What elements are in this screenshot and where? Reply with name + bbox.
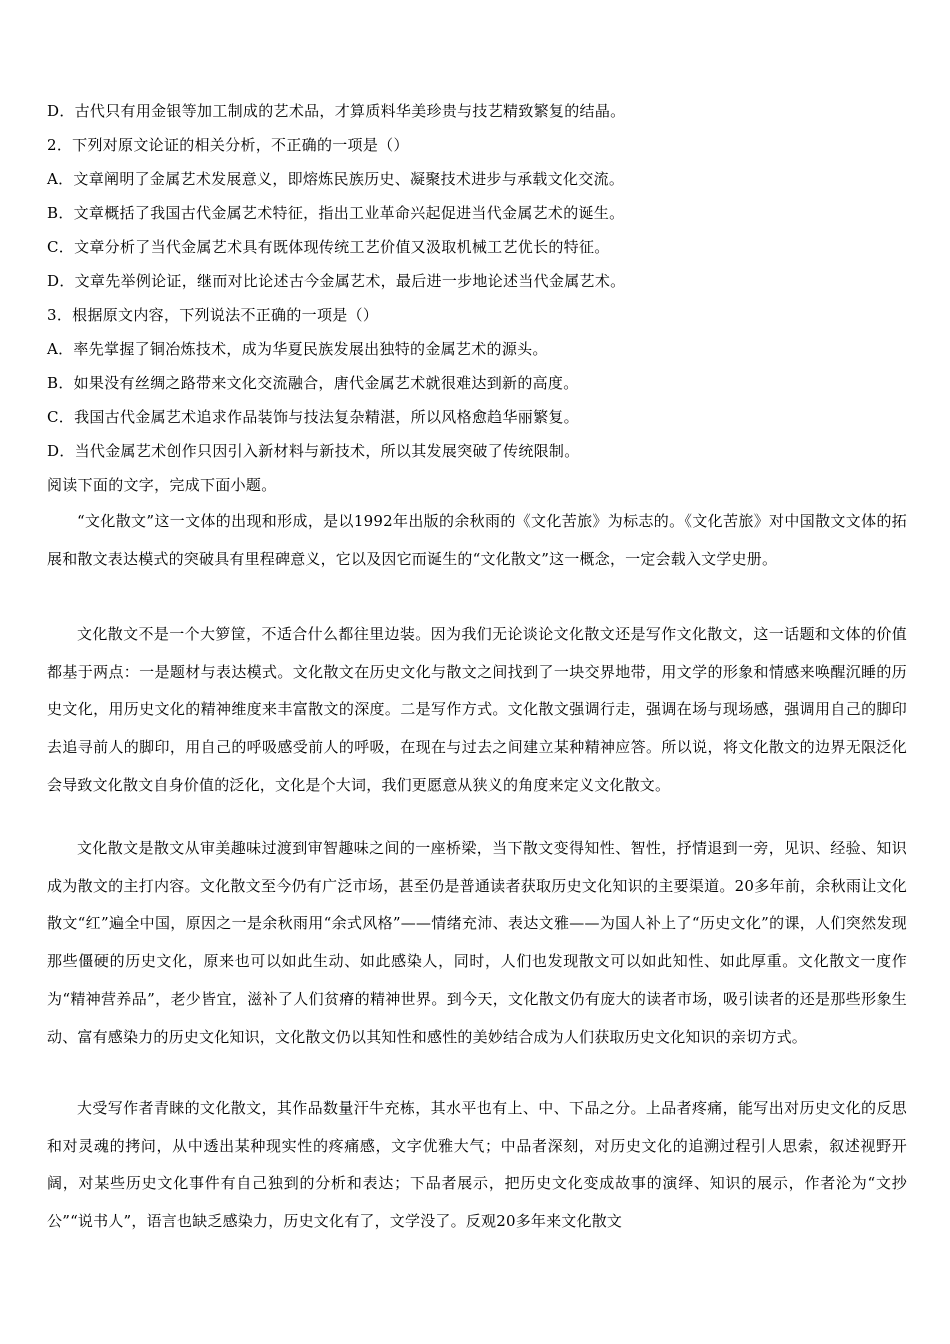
passage-paragraph-1: “文化散文”这一文体的出现和形成，是以1992年出版的余秋雨的《文化苦旅》为标志的。《文化苦旅》对中国散文文体的拓展和散文表达模式的突破具有里程碑意义，它以及因它而诞生的“文化散文”这一概念，一定会载入文学史册。 xyxy=(47,512,907,568)
q2-option-a: A．文章阐明了金属艺术发展意义，即熔炼民族历史、凝聚技术进步与承载文化交流。 xyxy=(47,170,625,188)
reading-instruction: 阅读下面的文字，完成下面小题。 xyxy=(47,476,277,494)
q3-option-b: B．如果没有丝绸之路带来文化交流融合，唐代金属艺术就很难达到新的高度。 xyxy=(47,374,579,392)
passage-paragraph-3: 文化散文是散文从审美趣味过渡到审智趣味之间的一座桥梁，当下散文变得知性、智性，抒情退到一旁，见识、经验、知识成为散文的主打内容。文化散文至今仍有广泛市场，甚至仍是普通读者获取历史文化知识的主要渠道。20多年前，余秋雨让文化散文“红”遍全中国，原因之一是余秋雨用“余式风格”——情绪充沛、表达文雅——为国人补上了“历史文化”的课，人们突然发现那些僵硬的历史文化，原来也可以如此生动、如此感染人，同时，人们也发现散文可以如此知性、如此厚重。文化散文一度作为“精神营养品”，老少皆宜，滋补了人们贫瘠的精神世界。到今天，文化散文仍有庞大的读者市场，吸引读者的还是那些形象生动、富有感染力的历史文化知识，文化散文仍以其知性和感性的美妙结合成为人们获取历史文化知识的亲切方式。 xyxy=(47,839,907,1046)
q3-option-a: A．率先掌握了铜冶炼技术，成为华夏民族发展出独特的金属艺术的源头。 xyxy=(47,340,548,358)
q2-option-d: D．文章先举例论证，继而对比论述古今金属艺术，最后进一步地论述当代金属艺术。 xyxy=(47,272,626,290)
q2-stem: 2．下列对原文论证的相关分析，不正确的一项是（） xyxy=(47,136,409,154)
passage-paragraph-4: 大受写作者青睐的文化散文，其作品数量汗牛充栋，其水平也有上、中、下品之分。上品者疼痛，能写出对历史文化的反思和对灵魂的拷问，从中透出某种现实性的疼痛感，文字优雅大气；中品者深刻，对历史文化的追溯过程引人思索，叙述视野开阔，对某些历史文化事件有自己独到的分析和表达；下品者展示，把历史文化变成故事的演绎、知识的展示，作者沦为“文抄公”“说书人”，语言也缺乏感染力，历史文化有了，文学没了。反观20多年来文化散文 xyxy=(47,1099,907,1231)
q3-stem: 3．根据原文内容，下列说法不正确的一项是（） xyxy=(47,306,379,324)
passage-paragraph-2: 文化散文不是一个大箩筐，不适合什么都往里边装。因为我们无论谈论文化散文还是写作文化散文，这一话题和文体的价值都基于两点：一是题材与表达模式。文化散文在历史文化与散文之间找到了一块交界地带，用文学的形象和情感来唤醒沉睡的历史文化，用历史文化的精神维度来丰富散文的深度。二是写作方式。文化散文强调行走，强调在场与现场感，强调用自己的脚印去追寻前人的脚印，用自己的呼吸感受前人的呼吸，在现在与过去之间建立某种精神应答。所以说，将文化散文的边界无限泛化会导致文化散文自身价值的泛化，文化是个大词，我们更愿意从狭义的角度来定义文化散文。 xyxy=(47,625,907,794)
q2-option-b: B．文章概括了我国古代金属艺术特征，指出工业革命兴起促进当代金属艺术的诞生。 xyxy=(47,204,625,222)
q3-option-d: D．当代金属艺术创作只因引入新材料与新技术，所以其发展突破了传统限制。 xyxy=(47,442,580,460)
q2-option-c: C．文章分析了当代金属艺术具有既体现传统工艺价值又汲取机械工艺优长的特征。 xyxy=(47,238,610,256)
q1-option-d: D．古代只有用金银等加工制成的艺术品，才算质料华美珍贵与技艺精致繁复的结晶。 xyxy=(47,102,626,120)
q3-option-c: C．我国古代金属艺术追求作品装饰与技法复杂精湛，所以风格愈趋华丽繁复。 xyxy=(47,408,579,426)
